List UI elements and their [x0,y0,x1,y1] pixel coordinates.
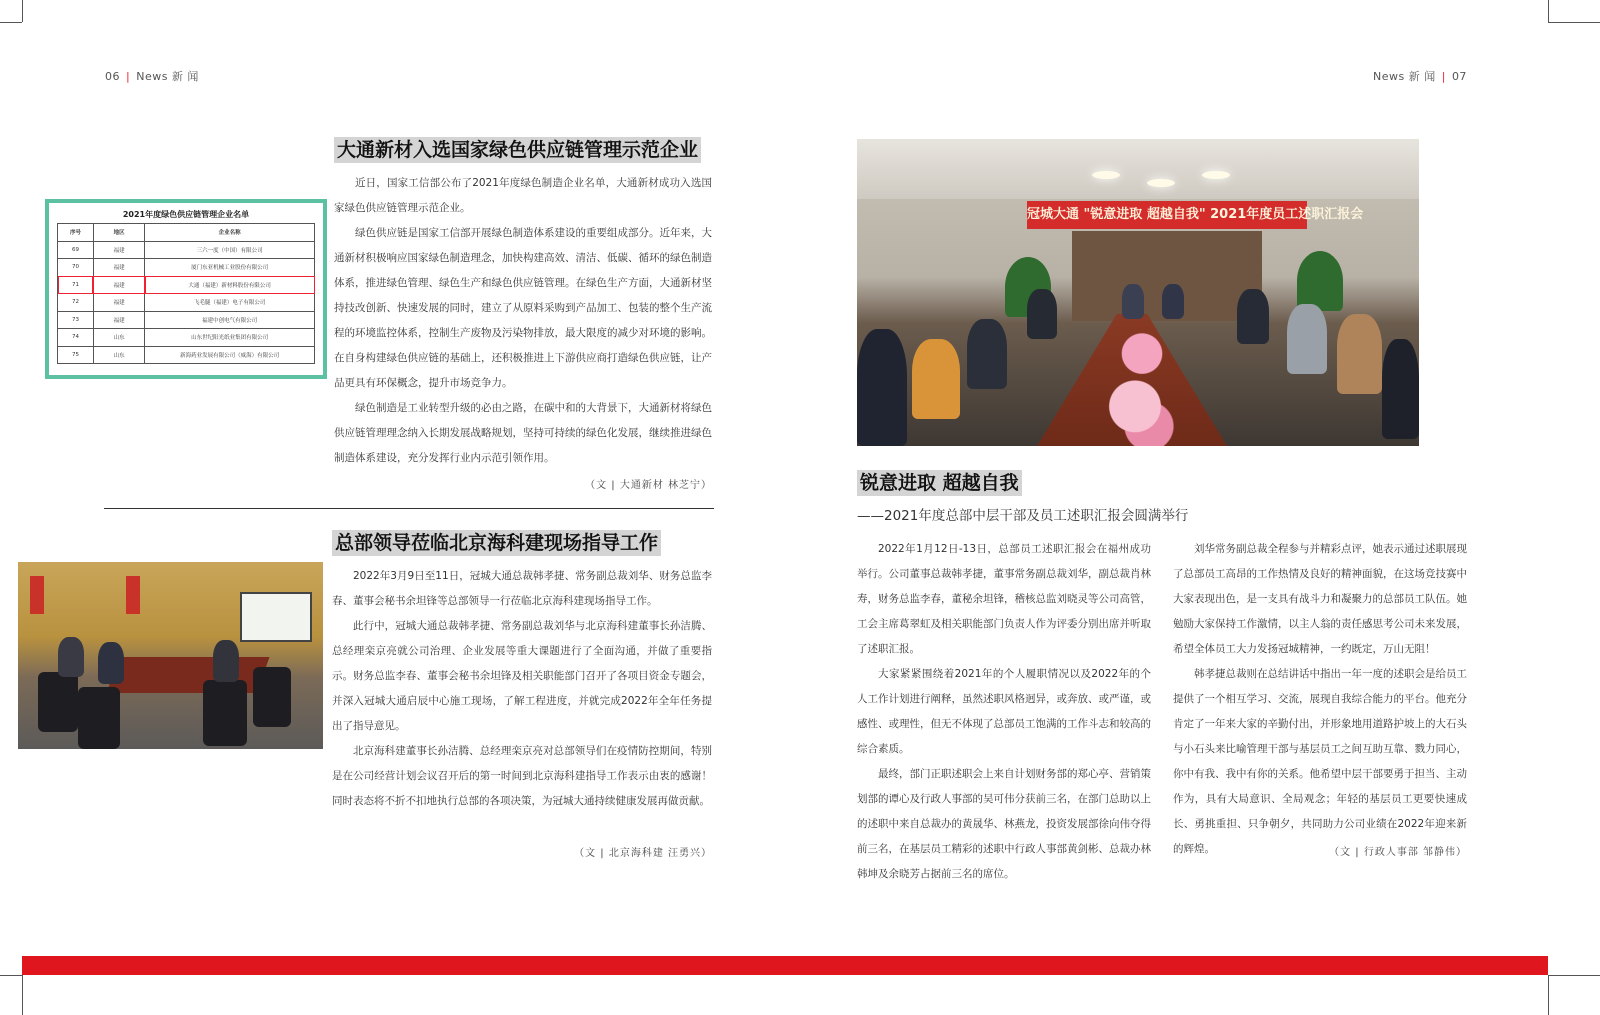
article2-paragraph: 此行中，冠城大通总裁韩孝捷、常务副总裁刘华与北京海科建董事长孙洁腾、总经理栾京亮就公司治理、企业发展等重大课题进行了全面沟通，并做了重要指示。财务总监李春、董事会秘书余坦锋及相关职能部门召开了各项目资金专题会，并深入冠城大通启辰中心施工现场，了解工程进度，并就完成2022年全年任务提出了指导意见。 [332,620,712,732]
section-label-right: News 新 闻 [1373,70,1436,83]
article1-paragraph: 绿色供应链是国家工信部开展绿色制造体系建设的重要组成部分。近年来，大通新材积极响应国家绿色制造理念，加快构建高效、清洁、低碳、循环的绿色制造体系，推进绿色管理、绿色生产和绿色供应链管理。在绿色生产方面，大通新材坚持技改创新、快速发展的同时，建立了从原料采购到产品加工、包装的整个生产流程的环境监控体系，控制生产废物及污染物排放，最大限度的减少对环境的影响。在自身构建绿色供应链的基础上，还积极推进上下游供应商打造绿色供应链，让产品更具有环保概念，提升市场竞争力。 [334,227,712,389]
award-row [58,346,315,364]
ceiling-light [1202,171,1230,179]
cell: 新海药业发展有限公司（威海）有限公司 [145,346,315,364]
article3-paragraph: 2022年1月12日-13日，总部员工述职汇报会在福州成功举行。公司董事总裁韩孝捷，董事常务副总裁刘华，副总裁肖林寿，财务总监李春，董秘余坦锋，稽核总监刘晓灵等公司高管，工会主席葛翠虹及相关职能部门负责人作为评委分别出席并听取了述职汇报。 [857,543,1151,655]
chair [38,672,78,732]
article2-paragraph: 2022年3月9日至11日，冠城大通总裁韩孝捷、常务副总裁刘华、财务总监李春、董事会秘书余坦锋等总部领导一行莅临北京海科建现场指导工作。 [332,570,712,607]
award-col-header: 地区 [93,224,144,242]
crop-mark [1548,975,1600,976]
cell: 大通（福建）新材料股份有限公司 [145,276,315,294]
cell: 厦门东亚机械工业股份有限公司 [145,259,315,277]
article3-subtitle: ——2021年度总部中层干部及员工述职汇报会圆满举行 [857,508,1189,524]
crop-mark [22,0,23,22]
cell: 山东 [93,329,144,347]
attendee [1027,289,1057,339]
section-label-left: News 新 闻 [136,70,199,83]
crop-mark [1548,975,1549,1015]
cell: 福建 [93,241,144,259]
article3-column2 [1173,537,1467,862]
ceiling-light [1092,171,1120,179]
article3-paragraph: 最终，部门正职述职会上来自计划财务部的郑心亭、营销策划部的谭心及行政人事部的吴可伟分获前三名，在部门总助以上的述职中来自总裁办的黄晟华、林燕龙，投资发展部徐向伟夺得前三名，在基层员工精彩的述职中行政人事部黄剑彬、总裁办林韩坤及余晓芳占据前三名的席位。 [857,768,1151,880]
article3-column1 [857,537,1151,887]
article1-paragraph: 近日，国家工信部公布了2021年度绿色制造企业名单，大通新材成功入选国家绿色供应链管理示范企业。 [334,177,712,214]
cell: 福建 [93,311,144,329]
wall-panel [30,576,44,614]
award-table-title: 2021年度绿色供应链管理企业名单 [122,210,250,219]
attendee [857,329,907,446]
award-row [58,259,315,277]
crop-mark [0,975,22,976]
crop-mark [1548,0,1549,22]
cell: 73 [58,311,94,329]
attendee [98,642,124,684]
chair [253,667,291,727]
cell: 山东世纪阳光纸业集团有限公司 [145,329,315,347]
award-col-header: 序号 [58,224,94,242]
cell: 飞毛腿（福建）电子有限公司 [145,294,315,312]
article3-paragraph: 大家紧紧围绕着2021年的个人履职情况以及2022年的个人工作计划进行阐释，虽然述职风格迥异，或奔放、或严谨，或感性、或理性，但无不体现了总部员工饱满的工作斗志和较高的综合素质。 [857,668,1151,755]
attendee [1122,284,1144,319]
cell: 75 [58,346,94,364]
article3-paragraph: 韩孝捷总裁则在总结讲话中指出一年一度的述职会是给员工提供了一个相互学习、交流，展现自我综合能力的平台。他充分肯定了一年来大家的辛勤付出，并形象地用道路护坡上的大石头与小石头来比喻管理干部与基层员工之间互助互靠、戮力同心，你中有我、我中有你的关系。他希望中层干部要勇于担当、主动作为，具有大局意识、全局观念；年轻的基层员工更要快速成长、勇挑重担、只争朝夕，共同助力公司业绩在2022年迎来新的辉煌。 [1173,668,1467,855]
award-list-figure [45,199,327,379]
cell: 福建 [93,276,144,294]
wall-panel [126,576,140,614]
article2-paragraph: 北京海科建董事长孙洁腾、总经理栾京亮对总部领导们在疫情防控期间，特别是在公司经营计划会议召开后的第一时间到北京海科建指导工作表示由衷的感谢！同时表态将不折不扣地执行总部的各项决策，为冠城大通持续健康发展再做贡献。 [332,745,712,807]
award-row [58,294,315,312]
award-row-highlighted [58,276,315,294]
attendee [912,339,960,419]
attendee [1162,284,1184,319]
attendee [1337,314,1382,394]
chair [203,680,247,746]
award-row [58,329,315,347]
crop-mark [22,975,23,1015]
attendee [1382,339,1419,439]
article2-title: 总部领导莅临北京海科建现场指导工作 [332,530,661,556]
article1-title: 大通新材入选国家绿色供应链管理示范企业 [334,137,701,163]
award-col-header: 企业名称 [145,224,315,242]
running-head-left: 06 | News 新 闻 [105,70,199,83]
conference-photo [857,139,1419,446]
article1-paragraph: 绿色制造是工业转型升级的必由之路，在碳中和的大背景下，大通新材将绿色供应链管理理念纳入长期发展战略规划，坚持可持续的绿色化发展，继续推进绿色制造体系建设，充分发挥行业内示范引领作用。 [334,402,712,464]
attendee [1237,289,1269,344]
crop-mark [0,22,22,23]
attendee [1287,304,1327,374]
article3-title: 锐意进取 超越自我 [857,470,1022,496]
cell: 三六一度（中国）有限公司 [145,241,315,259]
attendee [58,637,84,677]
cell: 70 [58,259,94,277]
article1-byline: （文 | 大通新材 林芝宁） [585,480,712,491]
award-row [58,241,315,259]
section-divider [104,508,714,509]
article3-byline: （文 | 行政人事部 邹静伟） [1329,847,1467,858]
site-meeting-photo [18,562,323,749]
cell: 74 [58,329,94,347]
event-banner: 冠城大通 "锐意进取 超越自我" 2021年度员工述职汇报会 [1027,201,1307,229]
ceiling [857,139,1419,199]
award-table [57,223,315,364]
attendee [967,319,1007,389]
presentation-screen [240,592,312,642]
cell: 福建 [93,294,144,312]
running-head-right: News 新 闻 | 07 [1373,70,1467,83]
article2-body [332,564,712,814]
ceiling-light [1147,179,1175,187]
cell: 福建 [93,259,144,277]
cell: 69 [58,241,94,259]
page-number-right: 07 [1451,70,1467,83]
chair [78,687,120,749]
crop-mark [1548,22,1600,23]
plant [1297,251,1343,311]
article1-body [334,171,712,471]
attendee [213,640,239,682]
cell: 山东 [93,346,144,364]
cell: 71 [58,276,94,294]
page-number-left: 06 [105,70,120,83]
award-row [58,311,315,329]
footer-accent-bar [22,956,1548,975]
cell: 72 [58,294,94,312]
article3-paragraph: 刘华常务副总裁全程参与并精彩点评，她表示通过述职展现了总部员工高昂的工作热情及良好的精神面貌，在这场竞技赛中大家表现出色，是一支具有战斗力和凝聚力的总部员工队伍。她勉励大家保持工作激情，以主人翁的责任感思考公司未来发展，希望全体员工大力发扬冠城精神，一约既定，万山无阻！ [1173,543,1467,655]
flower-arrangement [1107,314,1177,446]
cell: 福建中创电气有限公司 [145,311,315,329]
article2-byline: （文 | 北京海科建 汪勇兴） [574,848,712,859]
